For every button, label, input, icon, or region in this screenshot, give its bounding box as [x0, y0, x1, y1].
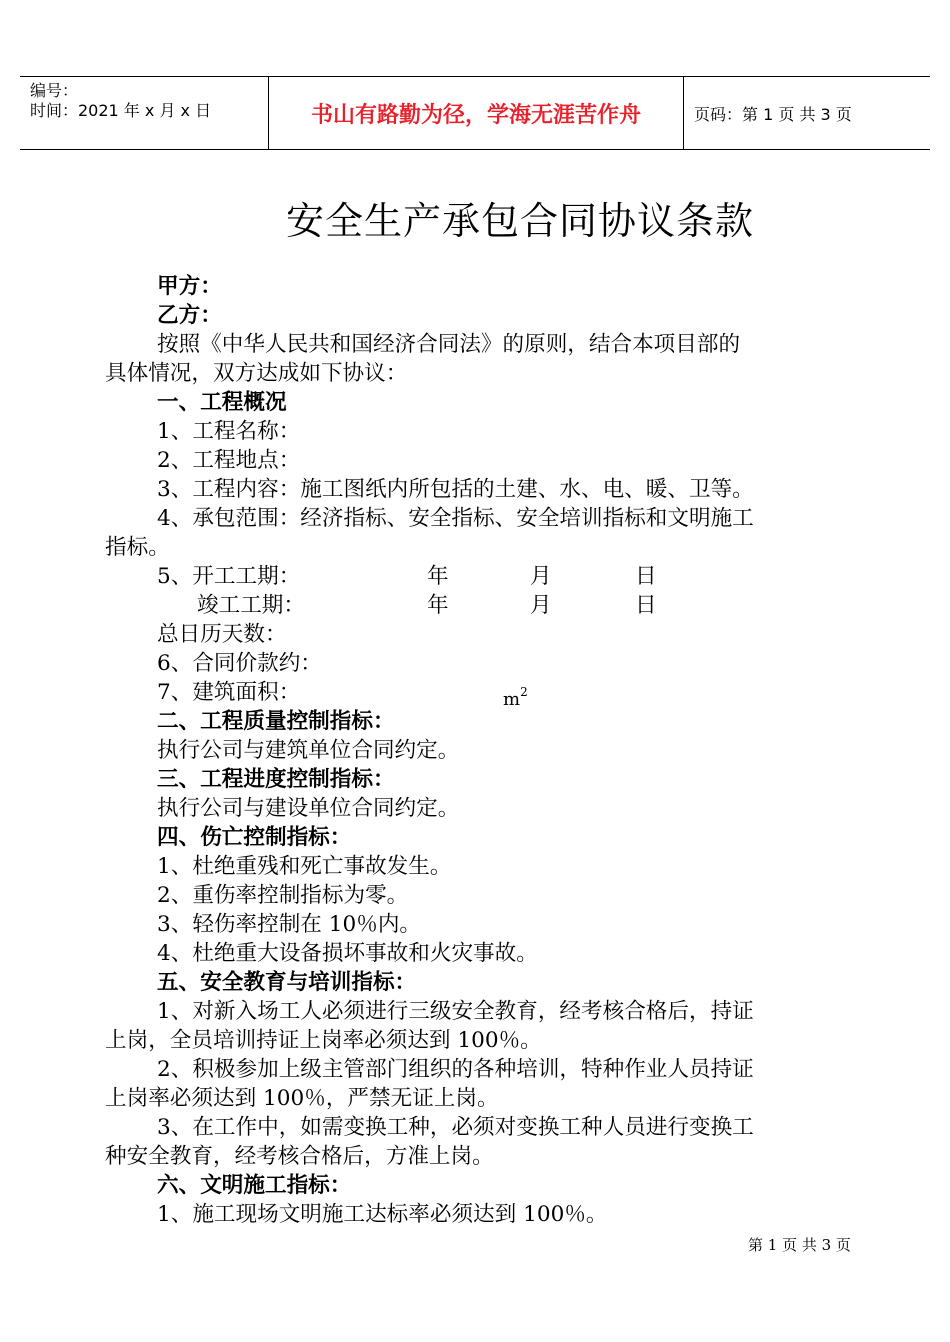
end-date-label: 竣工工期：	[197, 593, 305, 618]
intro-line-2: 具体情况，双方达成如下协议：	[105, 361, 408, 386]
header-page-info: 页码：第 1 页 共 3 页	[694, 104, 852, 124]
start-date-row	[105, 562, 850, 591]
end-month: 月	[530, 593, 552, 618]
page-header	[20, 76, 930, 150]
date-label: 时间：2021 年 x 月 x 日	[30, 101, 212, 120]
section-5-item-3b: 种安全教育，经考核合格后，方准上岗。	[105, 1144, 494, 1169]
section-1-heading: 一、工程概况	[157, 390, 287, 415]
section-5-item-2a: 2、积极参加上级主管部门组织的各种培训，特种作业人员持证	[157, 1057, 754, 1082]
section-5-item-1b: 上岗，全员培训持证上岗率必须达到 100％。	[105, 1028, 542, 1053]
section-6-heading: 六、文明施工指标：	[157, 1173, 352, 1198]
party-a: 甲方：	[157, 274, 222, 299]
section-2-heading: 二、工程质量控制指标：	[157, 709, 395, 734]
project-location: 2、工程地点：	[157, 448, 301, 473]
start-month: 月	[530, 564, 552, 589]
contract-scope-1: 4、承包范围：经济指标、安全指标、安全培训指标和文明施工	[157, 506, 754, 531]
section-4-item-3: 3、轻伤率控制在 10％内。	[157, 912, 422, 937]
area-unit-m: m	[503, 689, 521, 710]
contract-scope-2: 指标。	[105, 535, 170, 560]
end-date-row	[105, 591, 850, 620]
section-6-item-1: 1、施工现场文明施工达标率必须达到 100％。	[157, 1202, 608, 1227]
section-4-item-2: 2、重伤率控制指标为零。	[157, 883, 409, 908]
floor-area-row	[105, 678, 850, 710]
end-year: 年	[427, 593, 449, 618]
section-4-item-1: 1、杜绝重残和死亡事故发生。	[157, 854, 452, 879]
section-5-item-1a: 1、对新入场工人必须进行三级安全教育，经考核合格后，持证	[157, 999, 754, 1024]
contract-price: 6、合同价款约：	[157, 651, 322, 676]
intro-line-1: 按照《中华人民共和国经济合同法》的原则，结合本项目部的	[157, 332, 741, 357]
number-label: 编号：	[30, 81, 79, 100]
project-content: 3、工程内容：施工图纸内所包括的土建、水、电、暖、卫等。	[157, 477, 754, 502]
header-motto: 书山有路勤为径，学海无涯苦作舟	[268, 77, 684, 149]
page-footer: 第 1 页 共 3 页	[748, 1236, 851, 1254]
area-unit	[503, 678, 528, 714]
floor-area-label: 7、建筑面积：	[157, 680, 301, 705]
section-3-heading: 三、工程进度控制指标：	[157, 767, 395, 792]
section-5-heading: 五、安全教育与培训指标：	[157, 970, 417, 995]
section-4-heading: 四、伤亡控制指标：	[157, 825, 352, 850]
start-year: 年	[427, 564, 449, 589]
section-4-item-4: 4、杜绝重大设备损坏事故和火灾事故。	[157, 941, 538, 966]
header-meta	[30, 81, 211, 121]
end-day: 日	[635, 593, 657, 618]
project-name: 1、工程名称：	[157, 419, 301, 444]
section-5-item-3a: 3、在工作中，如需变换工种，必须对变换工种人员进行变换工	[157, 1115, 754, 1140]
section-5-item-2b: 上岗率必须达到 100％，严禁无证上岗。	[105, 1086, 499, 1111]
document-body	[105, 272, 850, 1229]
section-3-text: 执行公司与建设单位合同约定。	[157, 796, 460, 821]
start-date-label: 5、开工工期：	[157, 564, 301, 589]
section-2-text: 执行公司与建筑单位合同约定。	[157, 738, 460, 763]
document-title: 安全生产承包合同协议条款	[285, 199, 754, 243]
party-b: 乙方：	[157, 303, 222, 328]
start-day: 日	[635, 564, 657, 589]
total-days: 总日历天数：	[157, 622, 287, 647]
area-unit-sup: 2	[520, 685, 528, 699]
